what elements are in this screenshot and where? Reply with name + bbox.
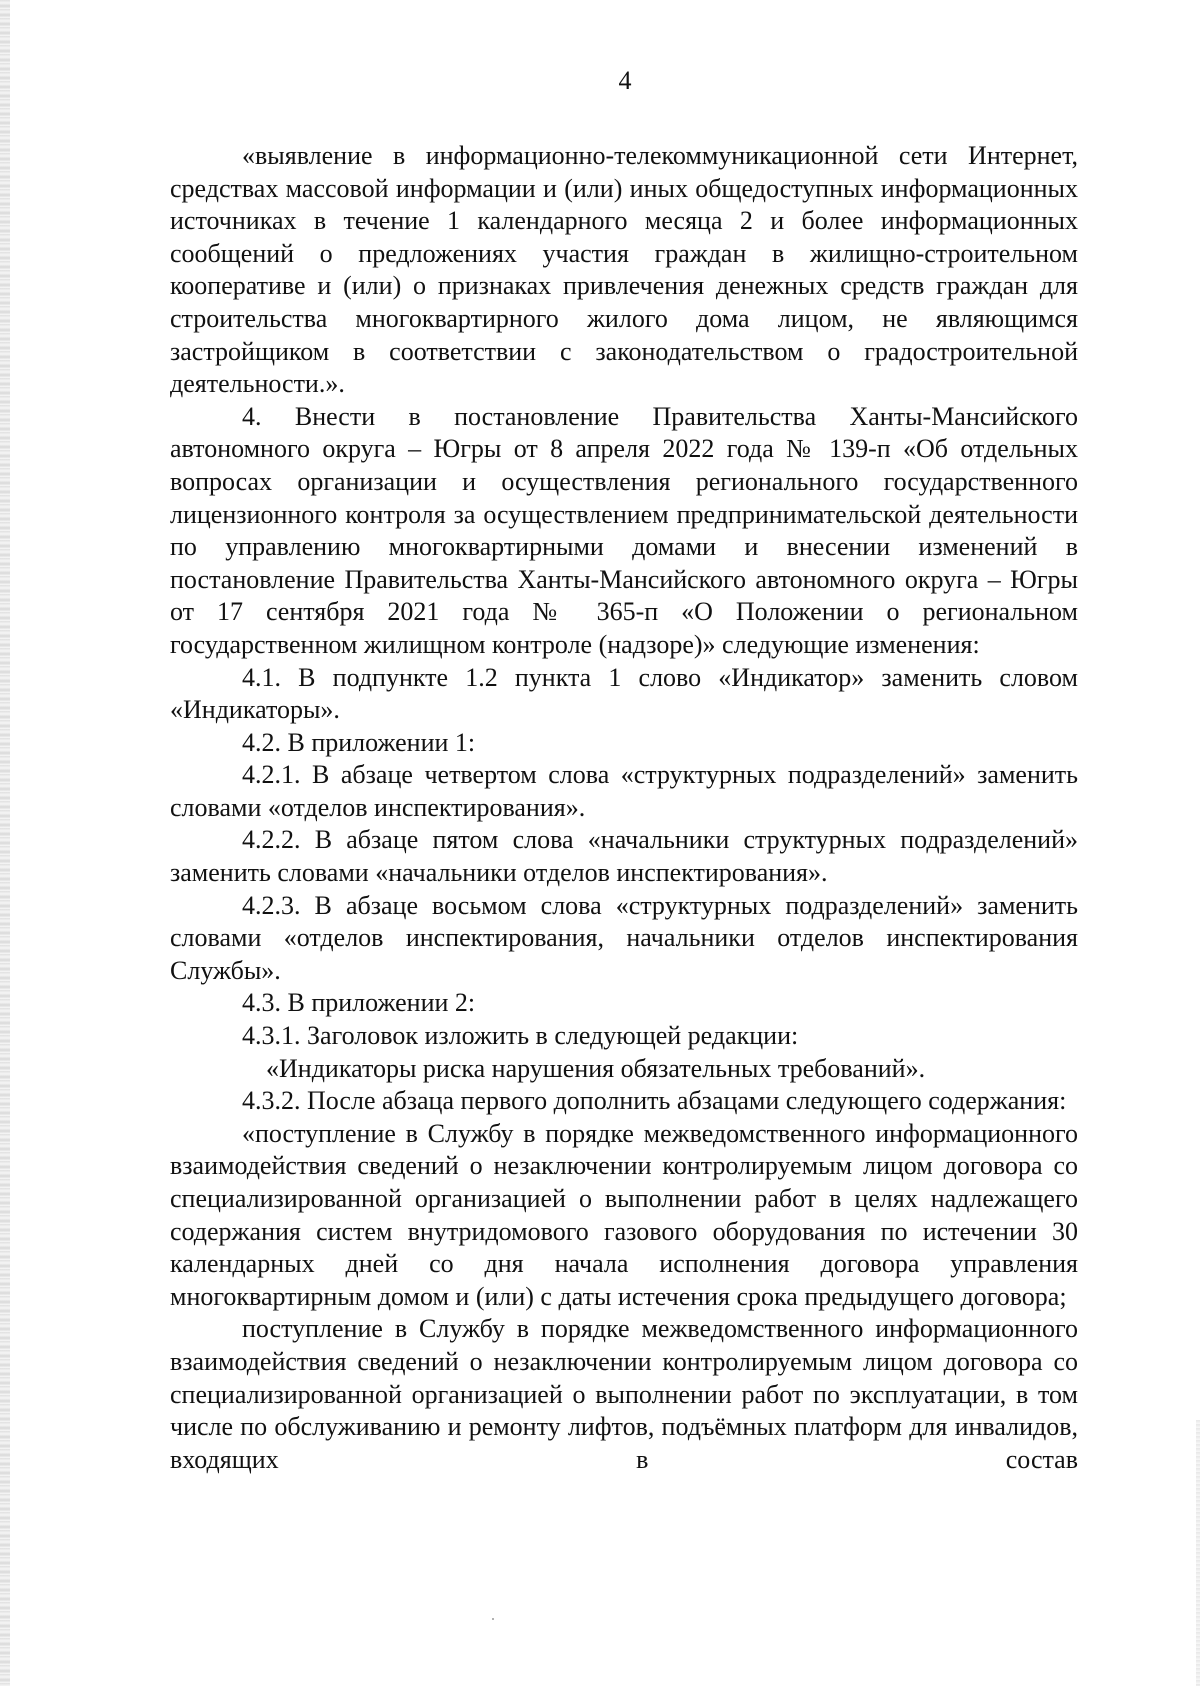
paragraph-item-4-2: 4.2. В приложении 1: (242, 727, 476, 757)
scan-edge-left (0, 0, 10, 1686)
paragraph-item-4-3-2: 4.3.2. После абзаца первого дополнить абзацами следующего содержания: (242, 1086, 1067, 1116)
paragraph-new-title: «Индикаторы риска нарушения обязательных требований». (266, 1053, 926, 1083)
document-body (170, 140, 1078, 1476)
paragraph-elevators: поступление в Службу в порядке межведомственного информационного взаимодействия сведений о незаключении контролируемым лицом договора со специализированной организацией о выполнении работ по эксплуатации, в том числе по обслуживанию и ремонту лифтов, подъёмных платформ для инвалидов, входящих в состав (170, 1314, 1078, 1474)
paragraph-gas-equipment: «поступление в Службу в порядке межведомственного информационного взаимодействия сведений о незаключении контролируемым лицом договора со специализированной организацией о выполнении работ в целях надлежащего содержания систем внутридомового газового оборудования по истечении 30 календарных дней со дня начала исполнения договора управления многоквартирным домом и (или) с даты истечения срока предыдущего договора; (170, 1118, 1078, 1311)
paragraph-item-4-1: 4.1. В подпункте 1.2 пункта 1 слово «Индикатор» заменить словом «Индикаторы». (170, 662, 1078, 725)
paragraph-item-4-3: 4.3. В приложении 2: (242, 988, 476, 1018)
scan-edge-right (1196, 1420, 1200, 1686)
paragraph-indicator-internet: «выявление в информационно-телекоммуникационной сети Интернет, средствах массовой информации и (или) иных общедоступных информационных источниках в течение 1 календарного месяца 2 и более информационных сообщений о предложениях участия граждан в жилищно-строительном кооперативе и (или) о признаках привлечения денежных средств граждан для строительства многоквартирного жилого дома лицом, не являющимся застройщиком в соответствии с законодательством о градостроительной деятельности.». (170, 141, 1078, 399)
scan-dot (492, 1618, 494, 1620)
paragraph-item-4-2-3: 4.2.3. В абзаце восьмом слова «структурных подразделений» заменить словами «отделов инспектирования, начальники отделов инспектирования Службы». (170, 890, 1078, 985)
page-number: 4 (618, 66, 632, 95)
paragraph-item-4-3-1: 4.3.1. Заголовок изложить в следующей редакции: (242, 1021, 799, 1051)
paragraph-item-4: 4. Внести в постановление Правительства Ханты-Мансийского автономного округа – Югры от 8 апреля 2022 года № 139-п «Об отдельных вопросах организации и осуществления регионального государственного лицензионного контроля за осуществлением предпринимательской деятельности по управлению многоквартирными домами и внесении изменений в постановление Правительства Ханты-Мансийского автономного округа – Югры от 17 сентября 2021 года № 365-п «О Положении о региональном государственном жилищном контроле (надзоре)» следующие изменения: (170, 401, 1078, 659)
paragraph-item-4-2-2: 4.2.2. В абзаце пятом слова «начальники структурных подразделений» заменить словами «начальники отделов инспектирования». (170, 825, 1078, 888)
paragraph-item-4-2-1: 4.2.1. В абзаце четвертом слова «структурных подразделений» заменить словами «отделов инспектирования». (170, 760, 1078, 822)
